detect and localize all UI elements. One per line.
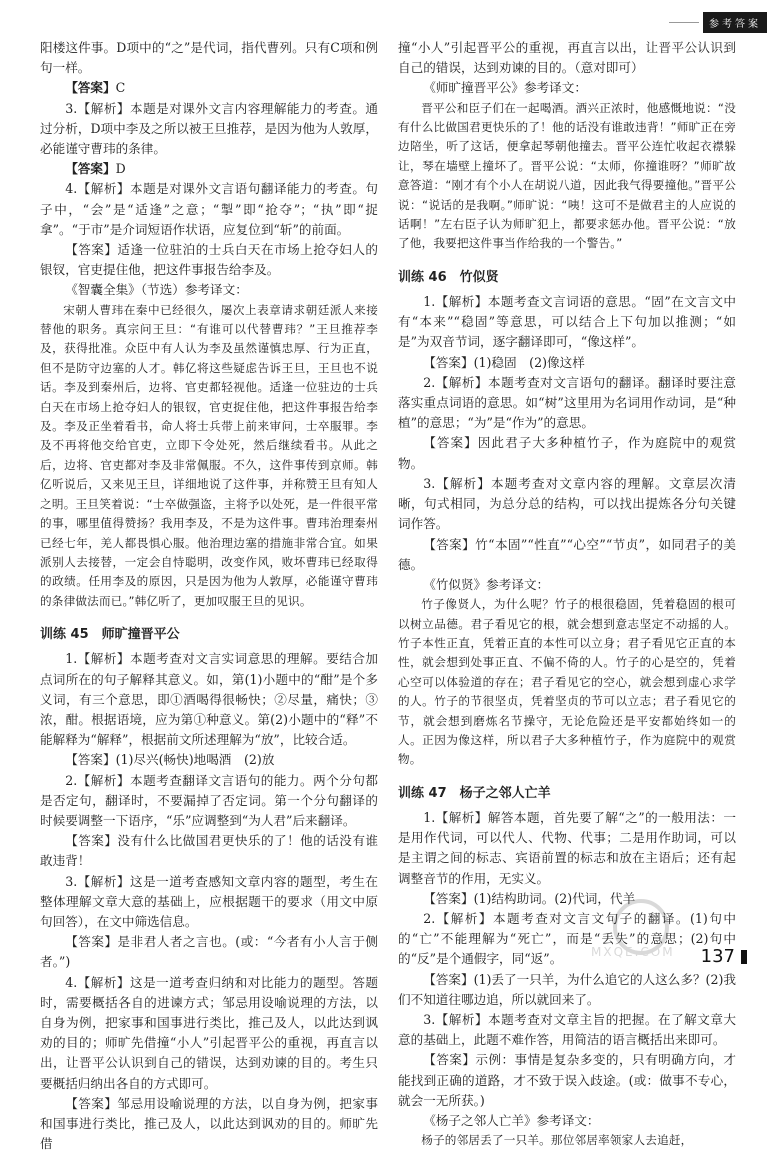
paragraph: 4.【解析】本题是对课外文言语句翻译能力的考查。句子中，“会”是“适逢”之意；“掣”即“抢夺”；“执”即“捉拿”。“于市”是介词短语作状语，应复位到“斩”的前面。 [40,181,378,237]
section-title: 训练 46 竹似贤 [398,269,499,285]
header-rule [669,22,699,23]
page-marker-bar [741,950,747,964]
translation-text: 竹子像贤人，为什么呢？竹子的根很稳固，凭着稳固的根可以树立品德。君子看见它的根，就会想到意志坚定不动摇的人。竹子本性正直，凭着正直的本性可以立身；君子看见它正直的本性，就会想到处事正直、不偏不倚的人。竹子的心是空的，凭着心空可以体验道的存在；君子看见它的空心，就会想到虚心求学的人。竹子的节很坚贞，凭着坚贞的节可以立志；君子看见它的节，就会想到磨炼名节操守，无论危险还是平安都始终如一的人。正因为像这样，所以君子大多种植竹子，作为庭院中的观赏物。 [398,597,736,767]
paragraph: 1.【解析】本题考查文言词语的意思。“固”在文言文中有“本来”“稳固”等意思，可以结合上下句加以推测；“如是”为双音节词，逐字翻译即可，“像这样”。 [398,294,736,350]
translation-text: 杨子的邻居丢了一只羊。那位邻居率领家人去追赶， [421,1133,693,1148]
answer-value: C [115,80,126,96]
reference-title: 《竹似贤》参考译文： [423,576,550,592]
watermark-logo [583,899,703,959]
paragraph: 【答案】是非君人者之言也。(或：“今者有小人言于侧者。”) [40,934,378,970]
translation-text: 宋朝人曹玮在秦中已经很久，屡次上表章请求朝廷派人来接替他的职务。真宗问王旦：“有谁可以代替曹玮？”王旦推荐李及，获得批准。众臣中有人认为李及虽然谨慎忠厚、行为正直，但不是防守边塞的人才。韩亿将这些疑虑告诉王旦，王旦也不说话。李及到秦州后，边将、官吏都轻视他。适逢一位驻边的士兵白天在市场上抢夺妇人的银钗，官吏捉住他，把这件事报告给李及。李及正坐着看书，命人将士兵带上前来审问，士卒服罪。李及不再将他交给官吏，立即下令处死，然后继续看书。从此之后，边将、官吏都对李及非常佩服。不久，这件事传到京师。韩亿听说后，又来见王旦，详细地说了这件事，并称赞王旦有知人之明。王旦笑着说：“士卒做强盗，主将予以处死，是一件很平常的事，哪里值得赞扬？我用李及，不是为这件事。曹玮治理秦州已经七年，羌人都畏惧心服。他治理边塞的措施非常合宜。如果派别人去接替，一定会自恃聪明，改变作风，败坏曹玮已经取得的政绩。任用李及的原因，只是因为他为人敦厚，必能谨守曹玮的条律做法而已。”韩亿听了，更加叹服王旦的见识。 [40,302,378,608]
paragraph: 3.【解析】本题是对课外文言内容理解能力的考查。通过分析，D项中李及之所以被王旦推荐，是因为他为人敦厚，必能谨守曹玮的条律。 [40,100,378,157]
paragraph: 1.【解析】本题考查对文言实词意思的理解。要结合加点词所在的句子解释其意义。如，第(1)小题中的“酣”是个多义词，有三个意思，即①酒喝得很畅快；②尽量，痛快；③浓，酣。根据语境，应为第①种意义。第(2)小题中的“释”不能解释为“解释”，根据前文所述理解为“放”，比较合适。 [40,651,378,748]
answer-value: D [115,161,126,177]
paragraph: 撞“小人”引起晋平公的重视，再直言以出，让晋平公认识到自己的错误，达到劝谏的目的。（意对即可） [398,40,736,76]
paragraph: 【答案】示例：事情是复杂多变的，只有明确方向，才能找到正确的道路，才不致于误入歧途。(或：做事不专心，就会一无所获。) [398,1052,736,1108]
paragraph: 【答案】竹“本固”“性直”“心空”“节贞”，如同君子的美德。 [398,536,736,572]
section-title: 训练 47 杨子之邻人亡羊 [398,785,551,801]
page-number [701,946,747,967]
paragraph: 阳楼这件事。D项中的“之”是代词，指代曹列。只有C项和例句一样。 [40,40,378,76]
paragraph: 【答案】适逢一位驻泊的士兵白天在市场上抢夺妇人的银钗，官吏提住他，把这件事报告给李及。 [40,242,378,278]
reference-title: 《杨子之邻人亡羊》参考译文： [423,1113,600,1129]
header-tab [669,10,767,34]
paragraph: 2.【解析】本题考查对文言文句子的翻译。(1)句中的“亡”不能理解为“死亡”，而是“丢失”的意思；(2)句中的“反”是个通假字，同“返”。 [398,910,736,967]
paragraph: 4.【解析】这是一道考查归纳和对比能力的题型。答题时，需要概括各自的进谏方式；邹忌用设喻说理的方法，以自身为例，把家事和国事进行类比，推己及人，以此达到讽劝的目的；师旷先借撞“小人”引起晋平公的重视，再直言以出，让晋平公认识到自己的错误，达到劝谏的目的。考生只要概括归纳出各自的方式即可。 [40,974,378,1091]
paragraph: 3.【解析】本题考查对文章内容的理解。文章层次清晰，句式相同，为总分总的结构，可以找出提炼各分句关键词作答。 [398,475,736,532]
section-title: 训练 45 师旷撞晋平公 [40,627,180,643]
right-column [398,38,736,1151]
paragraph: 2.【解析】本题考查对文言语句的翻译。翻译时要注意落实重点词语的意思。如“树”这里用为名词用作动词，是“种植”的意思；“为”是“作为”的意思。 [398,374,736,431]
answer-line: 【答案】C [65,80,126,96]
paragraph: 1.【解析】解答本题，首先要了解“之”的一般用法：一是用作代词，可以代人、代物、代事；二是用作助词，可以是主谓之间的标志、宾语前置的标志和放在主语后；还有起调整音节的作用，无实义。 [398,809,736,886]
paragraph: 3.【解析】这是一道考查感知文章内容的题型，考生在整体理解文章大意的基础上，应根据题干的要求（用文中原句回答），在文中筛选信息。 [40,873,378,929]
page-number-text: 137 [700,946,735,967]
paragraph: 【答案】(1)尽兴(畅快)地喝酒 (2)放 [65,752,275,768]
left-column [40,38,378,1154]
header-tab-label: 参考答案 [703,12,767,33]
paragraph: 2.【解析】本题考查翻译文言语句的能力。两个分句都是否定句，翻译时，不要漏掉了否定词。第一个分句翻译的时候要调整一下语序，“乐”应调整到“为人君”后来翻译。 [40,772,378,828]
paragraph: 【答案】因此君子大多种植竹子，作为庭院中的观赏物。 [398,435,736,471]
paragraph: 【答案】(1)丢了一只羊，为什么追它的人这么多？(2)我们不知道往哪边追，所以就回来了。 [398,971,736,1007]
watermark-text: MXQE.COM [591,945,675,959]
paragraph: 【答案】邹忌用设喻说理的方法，以自身为例，把家事和国事进行类比，推己及人，以此达到讽劝的目的。师旷先借 [40,1095,378,1152]
paragraph: 【答案】(1)结构助词。(2)代词，代羊 [423,890,636,906]
paragraph: 【答案】(1)稳固 (2)像这样 [423,354,585,370]
reference-title: 《智囊全集》（节选）参考译文： [65,282,248,298]
paragraph: 【答案】没有什么比做国君更快乐的了！他的话没有谁敢违背！ [40,833,378,869]
answer-line: 【答案】D [65,161,126,177]
reference-title: 《师旷撞晋平公》参考译文： [423,80,587,96]
translation-text: 晋平公和臣子们在一起喝酒。酒兴正浓时，他感慨地说：“没有什么比做国君更快乐的了！他的话没有谁敢违背！”师旷正在旁边陪坐，听了这话，便拿起琴朝他撞去。晋平公连忙收起衣襟躲让，琴在墙壁上撞坏了。晋平公说：“太师，你撞谁呀？”师旷故意答道：“刚才有个小人在胡说八道，因此我气得要撞他。”晋平公说：“说话的是我啊。”师旷说：“咦！这可不是做君主的人应说的话啊！”左右臣子认为师旷犯上，都要求惩办他。晋平公说：“放了他，我要把这件事当作给我的一个警告。” [398,100,736,251]
paragraph: 3.【解析】本题考查对文章主旨的把握。在了解文章大意的基础上，此题不难作答，用简洁的语言概括出来即可。 [398,1012,736,1048]
